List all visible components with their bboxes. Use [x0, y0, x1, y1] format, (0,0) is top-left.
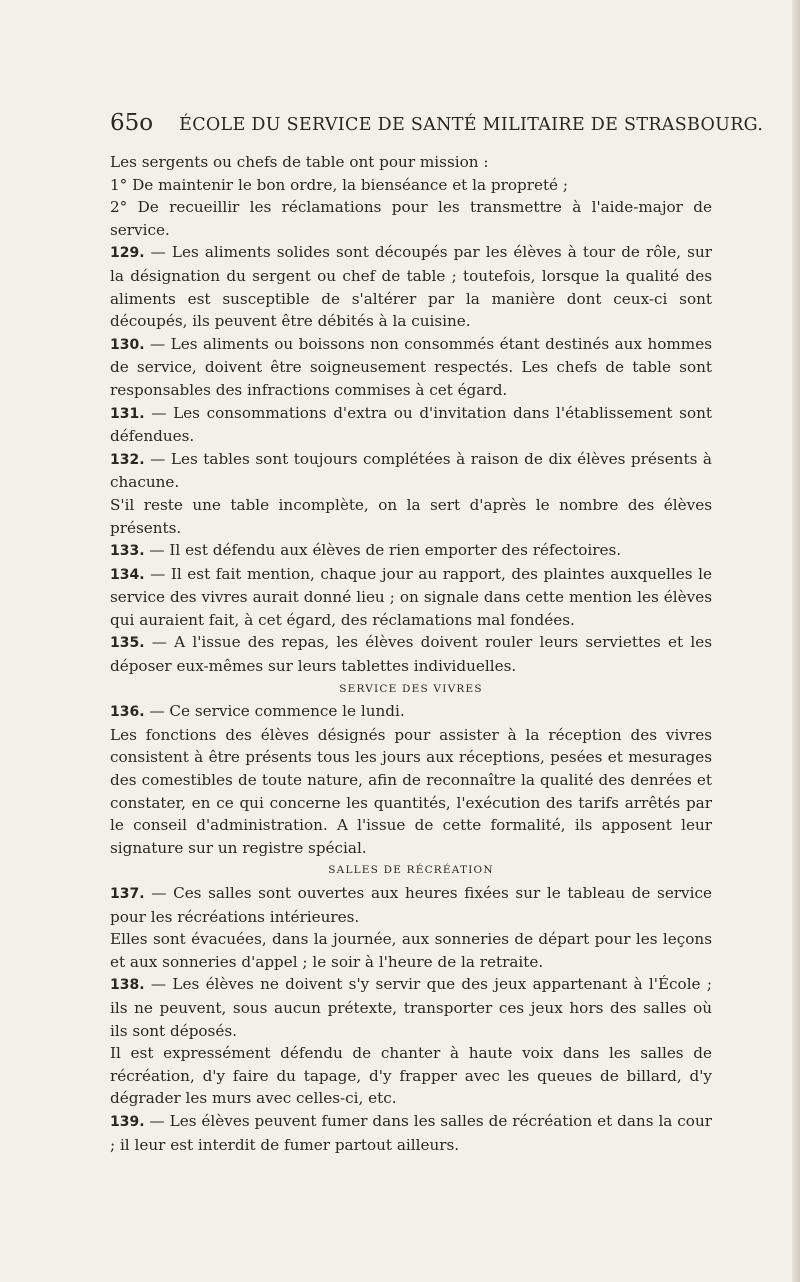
article-paragraph [110, 333, 712, 402]
article-number: 129. [110, 245, 145, 262]
article-number: 133. [110, 543, 145, 560]
paragraph: Les fonctions des élèves désignés pour assister à la réception des vivres consistent à être présents tous les jours aux réceptions, pesées et mesurages des comestibles de toute nature, afin de reconnaître la qualité des denrées et constater, en ce qui concerne les quantités, l'exécution des tarifs arrêtés par le conseil d'administration. A l'issue de cette formalité, ils apposent leur signature sur un registre spécial. [110, 725, 712, 857]
page-number: 65o [110, 110, 154, 136]
paragraph: Il est expressément défendu de chanter à haute voix dans les salles de récréation, d'y faire du tapage, d'y frapper avec les queues de billard, d'y dégrader les murs avec celles-ci, etc. [110, 1044, 712, 1108]
article-number: 131. [110, 405, 145, 422]
article-paragraph [110, 448, 712, 494]
article-text: — Il est fait mention, chaque jour au rapport, des plaintes auxquelles le service des vivres aurait donné lieu ; on signale dans cette mention les élèves qui auraient fait, à cet égard, des réclamations mal fondées. [110, 564, 712, 629]
article-paragraph [110, 631, 712, 677]
article-number: 139. [110, 1113, 145, 1130]
article-text: — Les aliments ou boissons non consommés étant destinés aux hommes de service, doivent être soigneusement respectés. Les chefs de table sont responsables des infractions commises à cet égard. [110, 334, 712, 399]
article-text: — Ces salles sont ouvertes aux heures fixées sur le tableau de service pour les récréations intérieures. [110, 884, 712, 926]
article-text: — Ce service commence le lundi. [144, 702, 405, 721]
article-paragraph [110, 700, 712, 724]
page-body [110, 151, 712, 1156]
article-paragraph [110, 402, 712, 448]
article-paragraph [110, 973, 712, 1042]
article-paragraph [110, 539, 712, 563]
article-number: 138. [110, 977, 145, 994]
article-number: 136. [110, 704, 145, 721]
paragraph: 2° De recueillir les réclamations pour les transmettre à l'aide-major de service. [110, 198, 712, 239]
section-heading: SERVICE DES VIVRES [339, 682, 483, 695]
article-paragraph [110, 882, 712, 928]
article-paragraph [110, 563, 712, 632]
article-number: 137. [110, 886, 145, 902]
article-number: 135. [110, 635, 145, 652]
article-number: 134. [110, 566, 145, 583]
article-text: — A l'issue des repas, les élèves doivent rouler leurs serviettes et les déposer eux-mêmes sur leurs tablettes individuelles. [110, 633, 712, 676]
page-edge [792, 0, 800, 1282]
section-heading: SALLES DE RÉCRÉATION [328, 864, 494, 877]
paragraph: Les sergents ou chefs de table ont pour mission : [110, 153, 489, 171]
page-header [110, 110, 764, 136]
paragraph: Elles sont évacuées, dans la journée, aux sonneries de départ pour les leçons et aux sonneries d'appel ; le soir à l'heure de la retraite. [110, 930, 712, 971]
article-paragraph [110, 1110, 712, 1156]
paragraph: 1° De maintenir le bon ordre, la bienséance et la propreté ; [110, 175, 568, 194]
article-number: 132. [110, 451, 145, 468]
paragraph: S'il reste une table incomplète, on la sert d'après le nombre des élèves présents. [110, 495, 712, 537]
article-number: 130. [110, 336, 145, 353]
running-title: ÉCOLE DU SERVICE DE SANTÉ MILITAIRE DE STRASBOURG. [179, 115, 764, 135]
article-text: — Les aliments solides sont découpés par les élèves à tour de rôle, sur la désignation du sergent ou chef de table ; toutefois, lorsque la qualité des aliments est susceptible de s'altérer par la manière dont ceux-ci sont découpés, ils peuvent être débités à la cuisine. [110, 243, 712, 331]
article-text: — Il est défendu aux élèves de rien emporter des réfectoires. [144, 541, 622, 560]
article-text: — Les consommations d'extra ou d'invitation dans l'établissement sont défendues. [110, 403, 712, 446]
article-text: — Les tables sont toujours complétées à raison de dix élèves présents à chacune. [110, 449, 712, 492]
article-text: — Les élèves peuvent fumer dans les salles de récréation et dans la cour ; il leur est interdit de fumer partout ailleurs. [110, 1111, 712, 1154]
article-paragraph [110, 241, 712, 332]
article-text: — Les élèves ne doivent s'y servir que des jeux appartenant à l'École ; ils ne peuvent, sous aucun prétexte, transporter ces jeux hors des salles où ils sont déposés. [110, 975, 712, 1040]
